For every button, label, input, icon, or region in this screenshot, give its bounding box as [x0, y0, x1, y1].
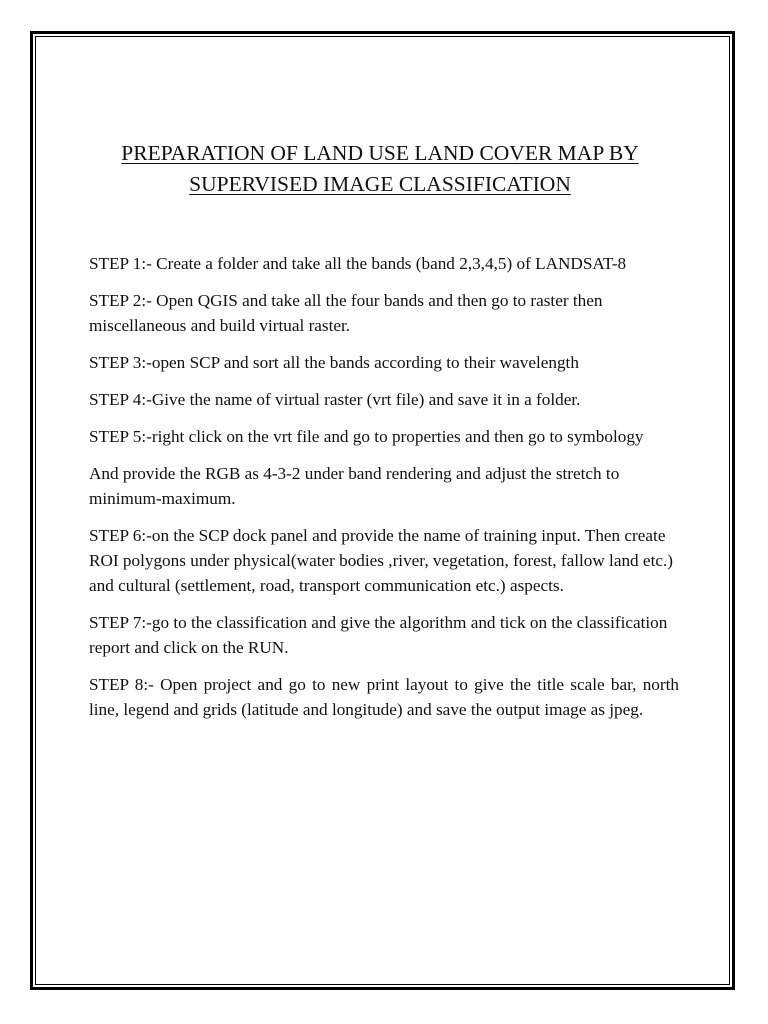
- step-4-paragraph: STEP 4:-Give the name of virtual raster (vrt file) and save it in a folder.: [89, 390, 581, 409]
- step-1-paragraph: STEP 1:- Create a folder and take all the bands (band 2,3,4,5) of LANDSAT-8: [89, 254, 627, 273]
- title-line-2: SUPERVISED IMAGE CLASSIFICATION: [189, 172, 571, 196]
- step-3-paragraph: STEP 3:-open SCP and sort all the bands according to their wavelength: [89, 353, 579, 372]
- step-8-paragraph: STEP 8:- Open project and go to new print layout to give the title scale bar, north line, legend and grids (latitude and longitude) and save the output image as jpeg.: [89, 675, 679, 719]
- document-body: [89, 251, 679, 734]
- step-5-paragraph: STEP 5:-right click on the vrt file and go to properties and then go to symbology: [89, 427, 644, 446]
- step-7-paragraph: STEP 7:-go to the classification and give the algorithm and tick on the classification report and click on the RUN.: [89, 613, 668, 657]
- title-line-1: PREPARATION OF LAND USE LAND COVER MAP BY: [121, 141, 639, 165]
- step-6-paragraph: STEP 6:-on the SCP dock panel and provide the name of training input. Then create ROI polygons under physical(water bodies ,river, vegetation, forest, fallow land etc.) and cultural (settlement, road, transport communication etc.) aspects.: [89, 526, 673, 595]
- rgb-note-paragraph: And provide the RGB as 4-3-2 under band rendering and adjust the stretch to minimum-maximum.: [89, 464, 620, 508]
- step-2-paragraph: STEP 2:- Open QGIS and take all the four bands and then go to raster then miscellaneous and build virtual raster.: [89, 291, 603, 335]
- document-title: [80, 138, 680, 200]
